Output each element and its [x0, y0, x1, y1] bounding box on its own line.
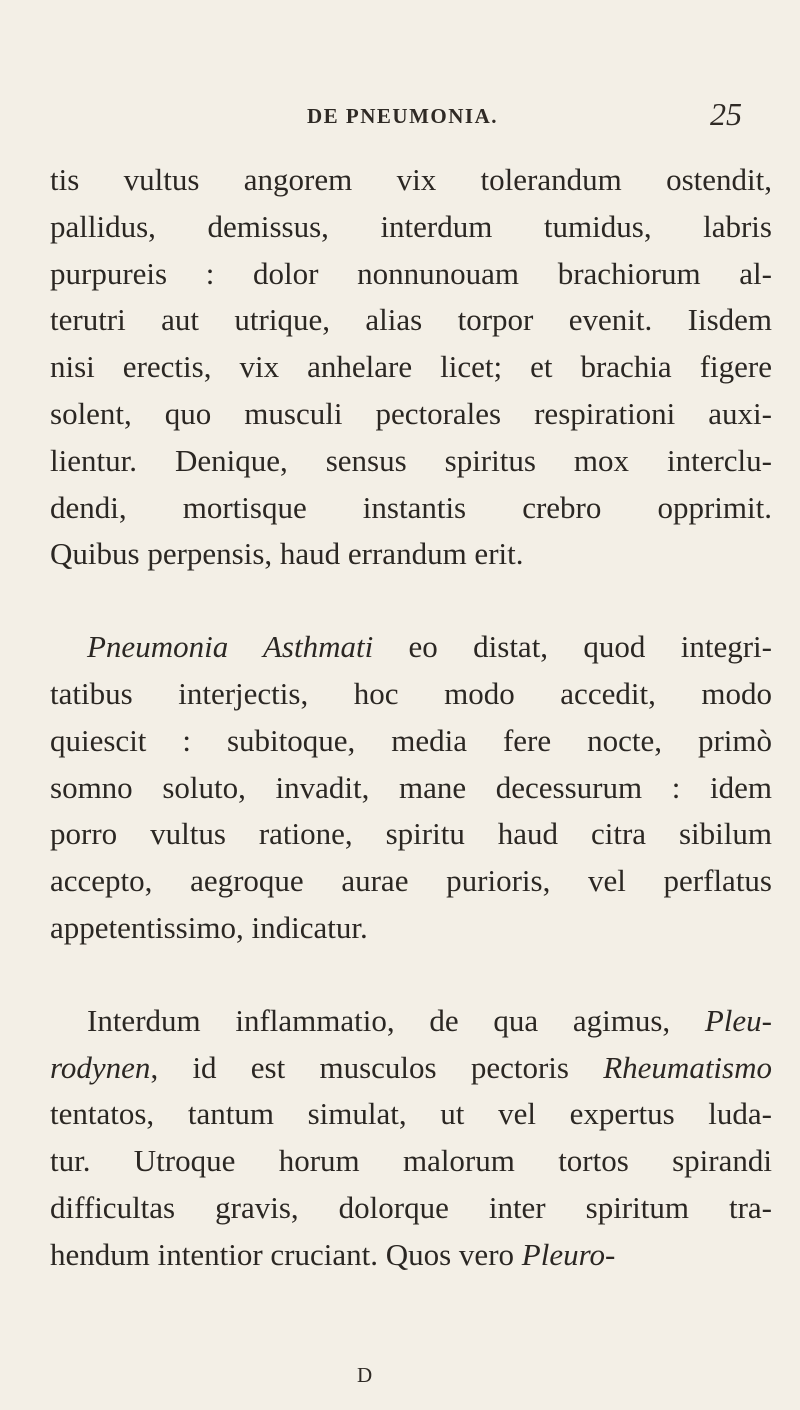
text-line: [50, 251, 772, 298]
paragraph: [50, 157, 772, 578]
text-run: terutri aut utrique, alias torpor evenit. Iisdem: [50, 302, 772, 338]
italic-term: rodynen: [50, 1049, 151, 1085]
paragraph: [50, 624, 772, 952]
text-run: tentatos, tantum simulat, ut vel expertus luda-: [50, 1096, 772, 1132]
text-line: [50, 905, 772, 952]
text-run: hendum intentior cruciant. Quos vero: [50, 1236, 522, 1272]
text-run: tatibus interjectis, hoc modo accedit, modo: [50, 675, 772, 711]
text-run: eo distat, quod integri-: [373, 629, 772, 665]
text-line: [50, 671, 772, 718]
text-run: purpureis : dolor nonnunouam brachiorum al-: [50, 255, 772, 291]
signature-mark: D: [357, 1363, 373, 1387]
text-run: difficultas gravis, dolorque inter spiritum tra-: [50, 1189, 772, 1225]
text-run: Quibus perpensis, haud errandum erit.: [50, 536, 524, 572]
body-text: [50, 157, 772, 1279]
text-line: [50, 1045, 772, 1092]
text-line: [50, 1091, 772, 1138]
text-line: [50, 1138, 772, 1185]
italic-term: Rheumatismo: [603, 1049, 772, 1085]
text-run: tur. Utroque horum malorum tortos spirandi: [50, 1143, 772, 1179]
text-line: [50, 485, 772, 532]
text-line: [50, 718, 772, 765]
text-run: lientur. Denique, sensus spiritus mox interclu-: [50, 442, 772, 478]
text-run: solent, quo musculi pectorales respirationi auxi-: [50, 395, 772, 431]
text-line: [50, 297, 772, 344]
text-line: [50, 531, 772, 578]
page-number: 25: [710, 96, 742, 132]
text-run: , id est musculos pectoris: [150, 1049, 604, 1085]
text-line: [50, 1185, 772, 1232]
text-run: porro vultus ratione, spiritu haud citra sibilum: [50, 816, 772, 852]
text-line: [50, 811, 772, 858]
text-run: Interdum inflammatio, de qua agimus,: [87, 1002, 705, 1038]
running-head: [0, 96, 800, 140]
text-line: [50, 204, 772, 251]
text-line: [50, 858, 772, 905]
text-run: somno soluto, invadit, mane decessurum : idem: [50, 769, 772, 805]
text-line: [50, 157, 772, 204]
text-run: dendi, mortisque instantis crebro opprimit.: [50, 489, 772, 525]
text-line: [50, 391, 772, 438]
text-line: [50, 1232, 772, 1279]
paragraph: [50, 998, 772, 1279]
text-line: [50, 624, 772, 671]
text-run: tis vultus angorem vix tolerandum ostendit,: [50, 162, 772, 197]
italic-term: Pleu-: [704, 1002, 772, 1038]
italic-term: Pneumonia Asthmati: [87, 629, 374, 665]
text-line: [50, 438, 772, 485]
text-run: appetentissimo, indicatur.: [50, 909, 368, 945]
text-line: [50, 344, 772, 391]
text-line: [50, 765, 772, 812]
text-run: quiescit : subitoque, media fere nocte, primò: [50, 722, 772, 758]
text-run: pallidus, demissus, interdum tumidus, labris: [50, 208, 772, 244]
text-line: [50, 998, 772, 1045]
running-title: DE PNEUMONIA.: [307, 104, 498, 128]
text-run: accepto, aegroque aurae purioris, vel perflatus: [50, 863, 772, 899]
italic-term: Pleuro-: [521, 1236, 616, 1272]
text-run: nisi erectis, vix anhelare licet; et brachia figere: [50, 349, 772, 385]
